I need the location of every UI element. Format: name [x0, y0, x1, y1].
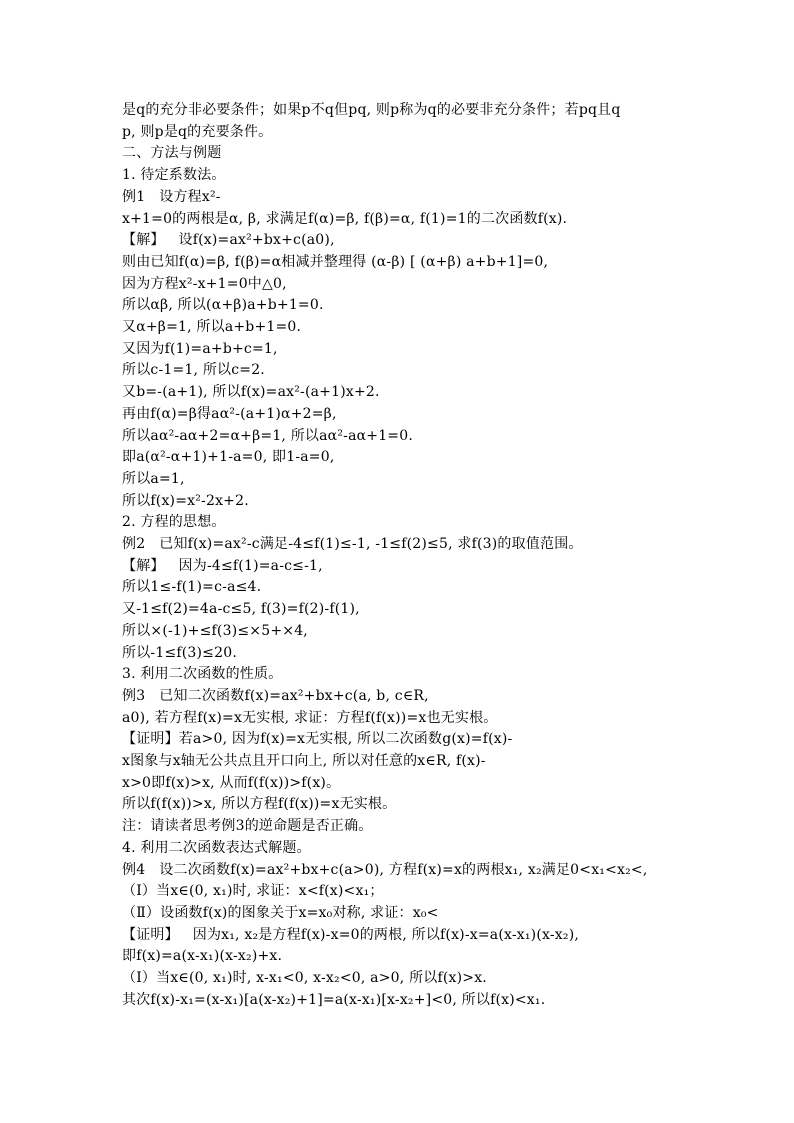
- text-line: 所以aα²-aα+2=α+β=1, 所以aα²-aα+1=0.: [122, 427, 413, 444]
- text-line: 【证明】若a>0, 因为f(x)=x无实根, 所以二次函数g(x)=f(x)-: [122, 731, 513, 748]
- text-line: 其次f(x)-x₁=(x-x₁)[a(x-x₂)+1]=a(x-x₁)[x-x₂+]<0, 所以f(x)<x₁.: [122, 991, 546, 1008]
- text-line: 又α+β=1, 所以a+b+1=0.: [122, 319, 302, 335]
- text-line: （Ⅰ）当x∈(0, x₁)时, x-x₁<0, x-x₂<0, a>0, 所以f(x)>x.: [122, 970, 487, 986]
- text-line: 所以1≤-f(1)=c-a≤4.: [122, 579, 262, 596]
- text-line: 注：请读者思考例3的逆命题是否正确。: [122, 818, 373, 835]
- text-line: 又因为f(1)=a+b+c=1,: [122, 340, 278, 357]
- text-line: （Ⅰ）当x∈(0, x₁)时, 求证：x<f(x)<x₁；: [122, 883, 384, 900]
- text-line: 即f(x)=a(x-x₁)(x-x₂)+x.: [122, 948, 283, 965]
- text-line: 二、方法与例题: [122, 145, 222, 162]
- text-line: 例1 设方程x²-: [122, 188, 221, 205]
- text-line: 例2 已知f(x)=ax²-c满足-4≤f(1)≤-1, -1≤f(2)≤5, 求f(3)的取值范围。: [122, 536, 583, 552]
- text-line: 则由已知f(α)=β, f(β)=α相减并整理得 (α-β) [ (α+β) a+b+1]=0,: [122, 253, 549, 270]
- text-line: 所以a=1,: [122, 470, 185, 487]
- text-line: 所以f(f(x))>x, 所以方程f(f(x))=x无实根。: [122, 796, 397, 813]
- text-line: 所以αβ, 所以(α+β)a+b+1=0.: [122, 297, 324, 314]
- text-line: 所以c-1=1, 所以c=2.: [122, 362, 265, 379]
- text-line: 【解】 设f(x)=ax²+bx+c(a0),: [122, 232, 335, 249]
- text-line: x+1=0的两根是α, β, 求满足f(α)=β, f(β)=α, f(1)=1的二次函数f(x).: [122, 210, 568, 227]
- text-line: （Ⅱ）设函数f(x)的图象关于x=x₀对称, 求证：x₀<: [122, 904, 439, 921]
- text-line: 例4 设二次函数f(x)=ax²+bx+c(a>0), 方程f(x)=x的两根x₁, x₂满足0<x₁<x₂<,: [122, 861, 648, 878]
- text-line: 是q的充分非必要条件；如果p不q但pq, 则p称为q的必要非充分条件；若pq且q: [122, 102, 621, 118]
- text-line: 3. 利用二次函数的性质。: [122, 666, 283, 683]
- text-line: 4. 利用二次函数表达式解题。: [122, 839, 311, 856]
- text-line: 再由f(α)=β得aα²-(a+1)α+2=β,: [122, 405, 337, 422]
- text-line: 所以f(x)=x²-2x+2.: [122, 492, 249, 509]
- text-line: x图象与x轴无公共点且开口向上, 所以对任意的x∈R, f(x)-: [122, 753, 486, 769]
- text-line: 因为方程x²-x+1=0中△0,: [122, 275, 287, 292]
- text-line: 【证明】 因为x₁, x₂是方程f(x)-x=0的两根, 所以f(x)-x=a(x-x₁)(x-x₂),: [122, 926, 580, 943]
- text-line: 【解】 因为-4≤f(1)=a-c≤-1,: [122, 557, 323, 574]
- text-line: p, 则p是q的充要条件。: [122, 123, 273, 140]
- text-line: 即a(α²-α+1)+1-a=0, 即1-a=0,: [122, 449, 335, 466]
- text-line: x>0即f(x)>x, 从而f(f(x))>f(x)。: [122, 774, 341, 791]
- text-line: a0), 若方程f(x)=x无实根, 求证：方程f(f(x))=x也无实根。: [122, 709, 498, 726]
- text-line: 所以×(-1)+≤f(3)≤×5+×4,: [122, 622, 308, 639]
- text-line: 1. 待定系数法。: [122, 167, 226, 184]
- text-line: 所以-1≤f(3)≤20.: [122, 644, 237, 661]
- text-line: 又b=-(a+1), 所以f(x)=ax²-(a+1)x+2.: [122, 384, 380, 401]
- text-line: 2. 方程的思想。: [122, 514, 226, 531]
- text-line: 例3 已知二次函数f(x)=ax²+bx+c(a, b, c∈R,: [122, 687, 429, 704]
- text-line: 又-1≤f(2)=4a-c≤5, f(3)=f(2)-f(1),: [122, 601, 360, 618]
